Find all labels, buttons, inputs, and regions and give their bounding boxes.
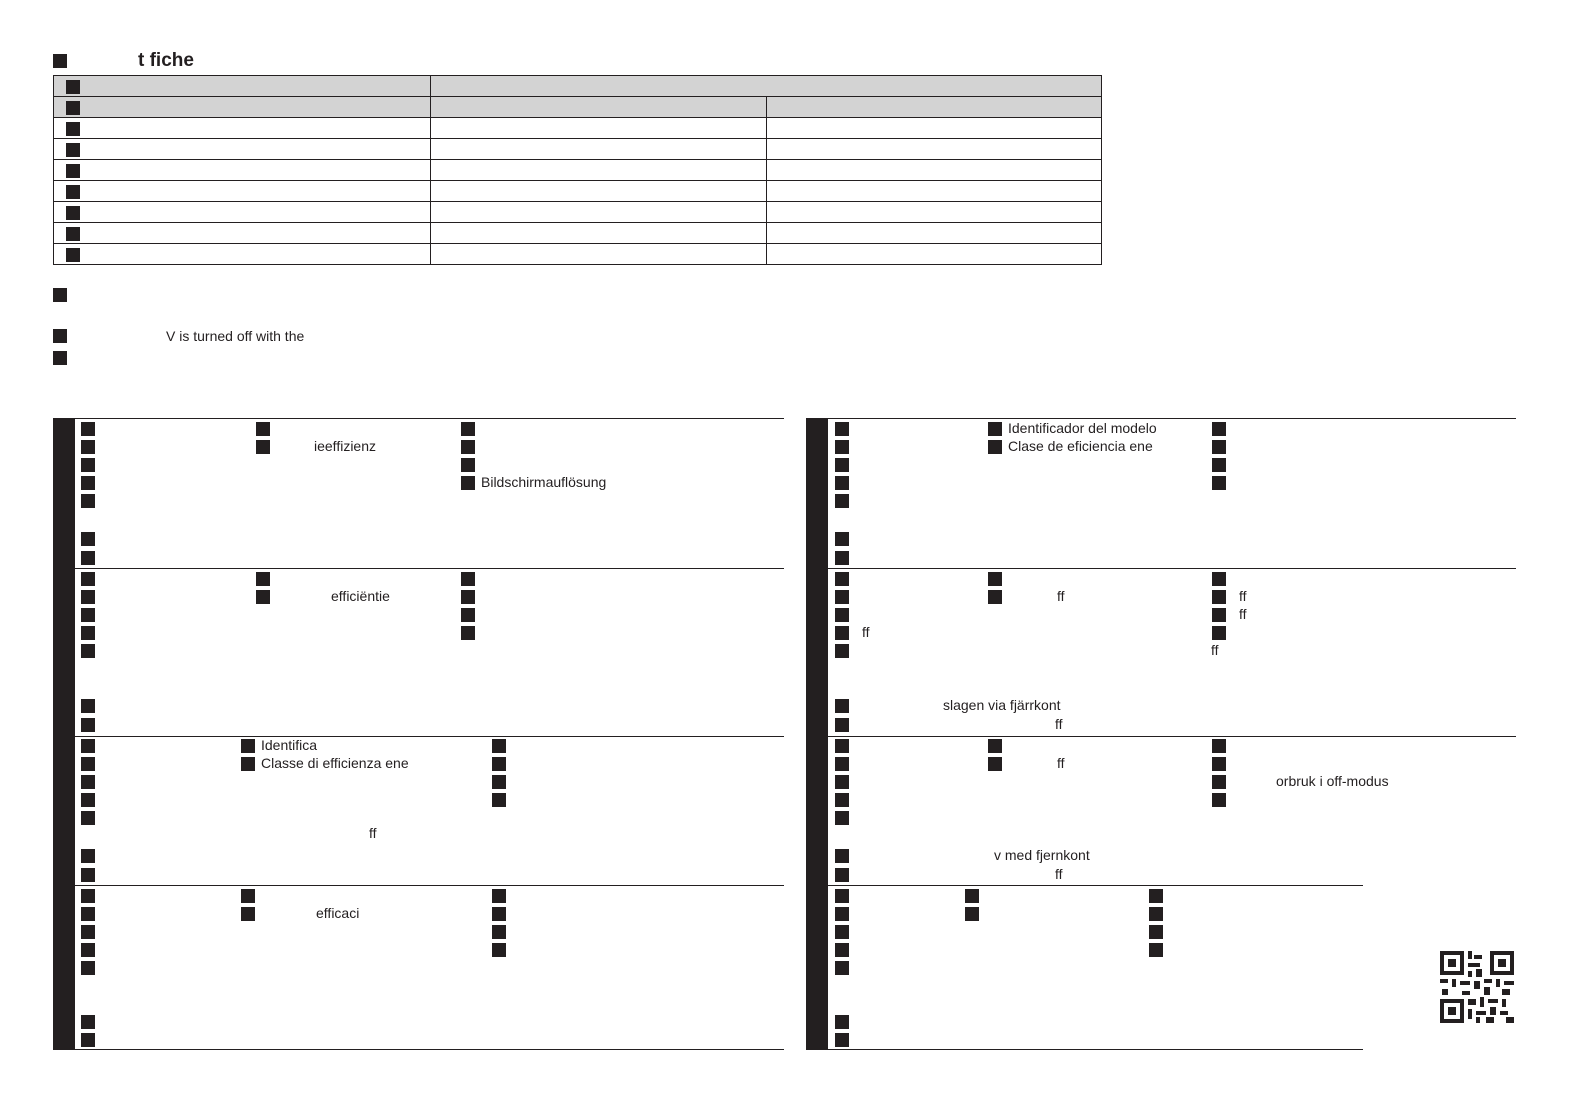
de-efficiency-label: ieeffizienz	[314, 438, 377, 454]
redaction-square	[81, 440, 95, 454]
redaction-square	[81, 1015, 95, 1029]
sv-off-right-label: ff	[1239, 606, 1247, 622]
pt-efficiency-label: efficaci	[316, 905, 360, 921]
redaction-square	[81, 907, 95, 921]
redaction-square	[81, 494, 95, 508]
table-row	[54, 202, 1102, 223]
es-identifier-label: Identificador del modelo	[1008, 420, 1157, 436]
redaction-square	[256, 572, 270, 586]
redaction-square	[835, 961, 849, 975]
table-header-row	[54, 97, 1102, 118]
redaction-square	[1212, 608, 1226, 622]
redaction-square	[81, 458, 95, 472]
redaction-square	[81, 925, 95, 939]
divider	[806, 568, 1516, 569]
redaction-square	[492, 889, 506, 903]
redaction-square	[1149, 925, 1163, 939]
sv-off-right-label: ff	[1239, 588, 1247, 604]
redaction-square	[1212, 739, 1226, 753]
redaction-square	[1212, 422, 1226, 436]
redaction-square	[81, 699, 95, 713]
cell-marker	[66, 101, 80, 115]
divider	[806, 1049, 1363, 1050]
redaction-square	[81, 943, 95, 957]
note-text: V is turned off with the	[166, 328, 305, 344]
redaction-square	[461, 590, 475, 604]
redaction-square	[81, 849, 95, 863]
redaction-square	[256, 590, 270, 604]
left-column-bar	[53, 418, 75, 1050]
it-efficiency-label: Classe di efficienza ene	[261, 755, 409, 771]
redaction-square	[492, 775, 506, 789]
table-row	[54, 139, 1102, 160]
table-row	[54, 244, 1102, 265]
note-marker	[53, 288, 67, 302]
right-column-bar	[806, 418, 828, 1050]
fiche-title: t fiche	[138, 50, 194, 71]
redaction-square	[835, 811, 849, 825]
redaction-square	[461, 476, 475, 490]
redaction-square	[835, 476, 849, 490]
redaction-square	[835, 943, 849, 957]
redaction-square	[256, 422, 270, 436]
divider	[806, 736, 1516, 737]
table-row	[54, 181, 1102, 202]
redaction-square	[492, 907, 506, 921]
redaction-square	[81, 551, 95, 565]
redaction-square	[492, 925, 506, 939]
redaction-square	[1212, 757, 1226, 771]
redaction-square	[241, 907, 255, 921]
redaction-square	[1212, 572, 1226, 586]
redaction-square	[81, 422, 95, 436]
table-header-row	[54, 76, 1102, 97]
cell-marker	[66, 80, 80, 94]
redaction-square	[492, 757, 506, 771]
redaction-square	[241, 889, 255, 903]
redaction-square	[256, 440, 270, 454]
redaction-square	[81, 868, 95, 882]
divider	[53, 1049, 784, 1050]
redaction-square	[1212, 793, 1226, 807]
redaction-square	[835, 868, 849, 882]
redaction-square	[461, 422, 475, 436]
redaction-square	[1212, 476, 1226, 490]
divider	[53, 568, 784, 569]
redaction-square	[835, 626, 849, 640]
es-efficiency-label: Clase de eficiencia ene	[1008, 438, 1153, 454]
nl-efficiency-label: efficiëntie	[331, 588, 390, 604]
redaction-square	[81, 793, 95, 807]
redaction-square	[81, 718, 95, 732]
redaction-square	[461, 458, 475, 472]
redaction-square	[81, 476, 95, 490]
redaction-square	[835, 458, 849, 472]
redaction-square	[835, 699, 849, 713]
de-resolution-label: Bildschirmauflösung	[481, 474, 607, 490]
redaction-square	[835, 1015, 849, 1029]
redaction-square	[988, 422, 1002, 436]
redaction-square	[965, 907, 979, 921]
redaction-square	[835, 718, 849, 732]
cell-marker	[66, 227, 80, 241]
redaction-square	[1149, 889, 1163, 903]
redaction-square	[835, 590, 849, 604]
no-remote-label: v med fjernkont	[994, 847, 1090, 863]
it-off-label: ff	[369, 825, 377, 841]
redaction-square	[81, 572, 95, 586]
redaction-square	[835, 422, 849, 436]
redaction-square	[81, 961, 95, 975]
redaction-square	[81, 811, 95, 825]
divider	[53, 885, 784, 886]
redaction-square	[1212, 440, 1226, 454]
bullet-square	[53, 54, 67, 68]
redaction-square	[835, 757, 849, 771]
redaction-square	[835, 551, 849, 565]
redaction-square	[81, 757, 95, 771]
redaction-square	[988, 590, 1002, 604]
redaction-square	[492, 793, 506, 807]
redaction-square	[461, 626, 475, 640]
redaction-square	[835, 644, 849, 658]
redaction-square	[835, 1033, 849, 1047]
redaction-square	[835, 739, 849, 753]
redaction-square	[1212, 590, 1226, 604]
redaction-square	[1212, 626, 1226, 640]
cell-marker	[66, 143, 80, 157]
table-row	[54, 118, 1102, 139]
redaction-square	[81, 1033, 95, 1047]
redaction-square	[835, 440, 849, 454]
divider	[53, 418, 784, 419]
redaction-square	[81, 775, 95, 789]
no-off-mode-label: orbruk i off-modus	[1276, 773, 1389, 789]
divider	[806, 418, 1516, 419]
redaction-square	[81, 626, 95, 640]
redaction-square	[835, 775, 849, 789]
redaction-square	[492, 943, 506, 957]
redaction-square	[988, 739, 1002, 753]
cell-marker	[66, 164, 80, 178]
cell-marker	[66, 122, 80, 136]
no-off-mid-label: ff	[1057, 755, 1065, 771]
redaction-square	[461, 572, 475, 586]
cell-marker	[66, 185, 80, 199]
cell-marker	[66, 248, 80, 262]
redaction-square	[835, 849, 849, 863]
redaction-square	[492, 739, 506, 753]
redaction-square	[835, 608, 849, 622]
sv-remote-ff-label: ff	[1055, 716, 1063, 732]
qr-code-icon	[1440, 951, 1514, 1023]
sv-remote-label: slagen via fjärrkont	[943, 697, 1061, 713]
redaction-square	[835, 532, 849, 546]
redaction-square	[81, 889, 95, 903]
redaction-square	[835, 793, 849, 807]
redaction-square	[81, 644, 95, 658]
redaction-square	[1212, 458, 1226, 472]
redaction-square	[835, 907, 849, 921]
fiche-table	[53, 75, 1102, 265]
sv-off-right-label: ff	[1211, 642, 1219, 658]
redaction-square	[81, 532, 95, 546]
redaction-square	[835, 889, 849, 903]
redaction-square	[461, 440, 475, 454]
sv-off-left-label: ff	[862, 624, 870, 640]
note-marker	[53, 351, 67, 365]
redaction-square	[1149, 907, 1163, 921]
redaction-square	[965, 889, 979, 903]
table-row	[54, 160, 1102, 181]
cell-marker	[66, 206, 80, 220]
redaction-square	[461, 608, 475, 622]
redaction-square	[81, 590, 95, 604]
redaction-square	[1212, 775, 1226, 789]
redaction-square	[835, 572, 849, 586]
redaction-square	[835, 925, 849, 939]
note-marker	[53, 329, 67, 343]
redaction-square	[835, 494, 849, 508]
divider	[53, 736, 784, 737]
redaction-square	[988, 440, 1002, 454]
redaction-square	[241, 757, 255, 771]
divider	[806, 885, 1363, 886]
it-identifier-label: Identifica	[261, 737, 318, 753]
redaction-square	[1149, 943, 1163, 957]
table-row	[54, 223, 1102, 244]
redaction-square	[988, 572, 1002, 586]
redaction-square	[241, 739, 255, 753]
redaction-square	[81, 608, 95, 622]
redaction-square	[81, 739, 95, 753]
no-remote-ff-label: ff	[1055, 866, 1063, 882]
redaction-square	[988, 757, 1002, 771]
sv-off-mid-label: ff	[1057, 588, 1065, 604]
